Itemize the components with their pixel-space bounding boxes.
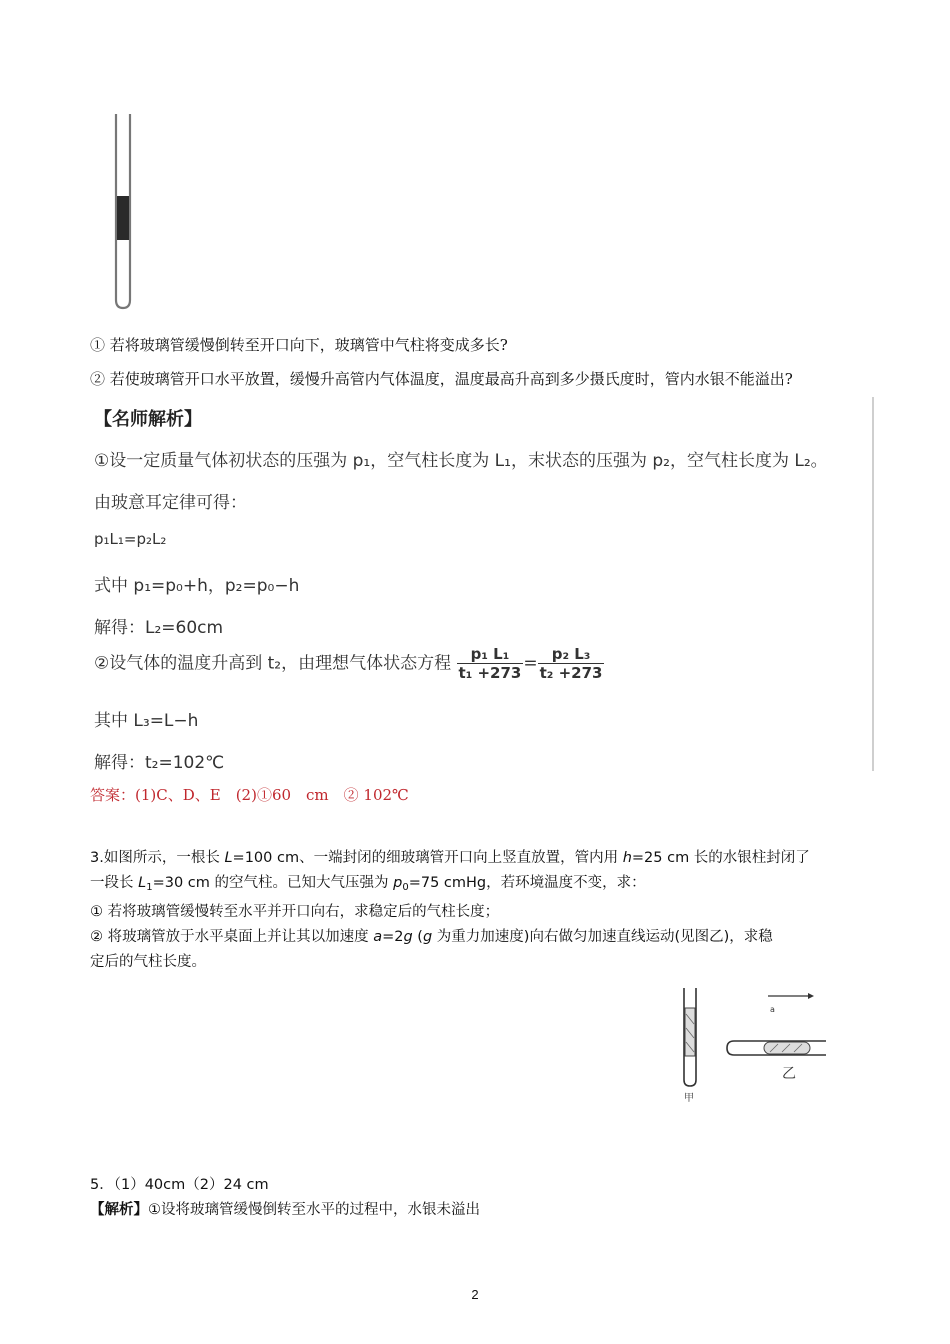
label-jia: 甲 — [684, 1093, 694, 1104]
q3-text: =2 — [382, 929, 404, 945]
q3-number: 3. — [90, 850, 104, 866]
analysis-line-2: 由玻意耳定律可得： — [94, 493, 247, 513]
q3-var-h: h — [622, 850, 632, 866]
question-line-2: ② 若使玻璃管开口水平放置，缓慢升高管内气体温度，温度最高升高到多少摄氏度时，管内水银不能溢出? — [90, 370, 793, 388]
q3-line-2 — [90, 871, 870, 900]
q3-text: 一段长 — [90, 875, 139, 891]
q3-line-4 — [90, 925, 870, 950]
fraction-1 — [457, 645, 524, 682]
q3-text: 为重力加速度)向右做匀加速直线运动(见图乙)，求稳 — [432, 929, 773, 945]
q3-line-1 — [90, 846, 870, 871]
analysis-line-8: 解得：t₂=102℃ — [94, 753, 225, 771]
fraction-1-numerator: p₁ L₁ — [457, 645, 524, 664]
q3-line-5: 定后的气柱长度。 — [90, 954, 206, 970]
label-yi: 乙 — [782, 1066, 796, 1082]
q3-text: =25 cm 长的水银柱封闭了 — [631, 850, 810, 866]
q3-var-g: g — [403, 929, 413, 945]
q3-text: ( — [412, 929, 423, 945]
analysis-line-5: 解得：L₂=60cm — [94, 618, 224, 638]
fraction-2-denominator: t₂ +273 — [539, 664, 603, 682]
tubes-figure — [670, 984, 835, 1104]
question-3 — [90, 846, 870, 975]
q3-line-3: ① 若将玻璃管缓慢转至水平并开口向右，求稳定后的气柱长度； — [90, 904, 500, 920]
solution-line-2 — [90, 1198, 480, 1219]
equals-sign: = — [523, 653, 538, 674]
fraction-1-denominator: t₁ +273 — [458, 664, 522, 682]
q3-text: 如图所示，一根长 — [103, 850, 225, 866]
q3-text: =100 cm、一端封闭的细玻璃管开口向上竖直放置，管内用 — [232, 850, 623, 866]
q3-var-p0: p — [393, 875, 403, 891]
q3-var-L1: L — [138, 875, 147, 891]
solution-line-1: 5．（1）40cm（2）24 cm — [90, 1177, 269, 1193]
vertical-tube-figure — [100, 108, 150, 314]
q3-text: ② 将玻璃管放于水平桌面上并让其以加速度 — [90, 929, 374, 945]
analysis-image — [88, 397, 874, 771]
q3-var-g: g — [422, 929, 433, 945]
analysis-title: 【名师解析】 — [94, 409, 202, 430]
question-line-1: ① 若将玻璃管缓慢倒转至开口向下，玻璃管中气柱将变成多长? — [90, 336, 508, 354]
label-a: a — [770, 1005, 775, 1014]
analysis-line-4: 式中 p₁=p₀+h，p₂=p₀−h — [94, 576, 300, 596]
mercury-column — [117, 196, 129, 240]
q3-text: =30 cm 的空气柱。已知大气压强为 — [152, 875, 394, 891]
q3-text: =75 cmHg，若环境温度不变，求： — [408, 875, 646, 891]
analysis-line-3: p₁L₁=p₂L₂ — [94, 530, 167, 548]
solution-bracket: 【解析】 — [90, 1202, 148, 1218]
analysis-line-1: ①设一定质量气体初状态的压强为 p₁，空气柱长度为 L₁，末状态的压强为 p₂，空气柱长度为 L₂。 — [94, 451, 828, 471]
page-number: 2 — [471, 1287, 479, 1302]
analysis-line-7: 其中 L₃=L−h — [94, 711, 199, 731]
fraction-2 — [538, 645, 605, 682]
q3-var-a: a — [373, 929, 383, 945]
answer-line: 答案：(1)C、D、E (2)①60 cm ② 102℃ — [90, 786, 409, 804]
q3-var-L: L — [224, 850, 233, 866]
analysis-line-6 — [94, 645, 604, 682]
solution-text: ①设将玻璃管缓慢倒转至水平的过程中，水银未溢出 — [148, 1202, 480, 1218]
q3-sub: 0 — [402, 882, 409, 893]
q3-sub: 1 — [146, 882, 153, 893]
analysis-line-6-text: ②设气体的温度升高到 t₂，由理想气体状态方程 — [94, 653, 452, 674]
mercury-yi — [764, 1042, 810, 1054]
fraction-2-numerator: p₂ L₃ — [538, 645, 605, 664]
